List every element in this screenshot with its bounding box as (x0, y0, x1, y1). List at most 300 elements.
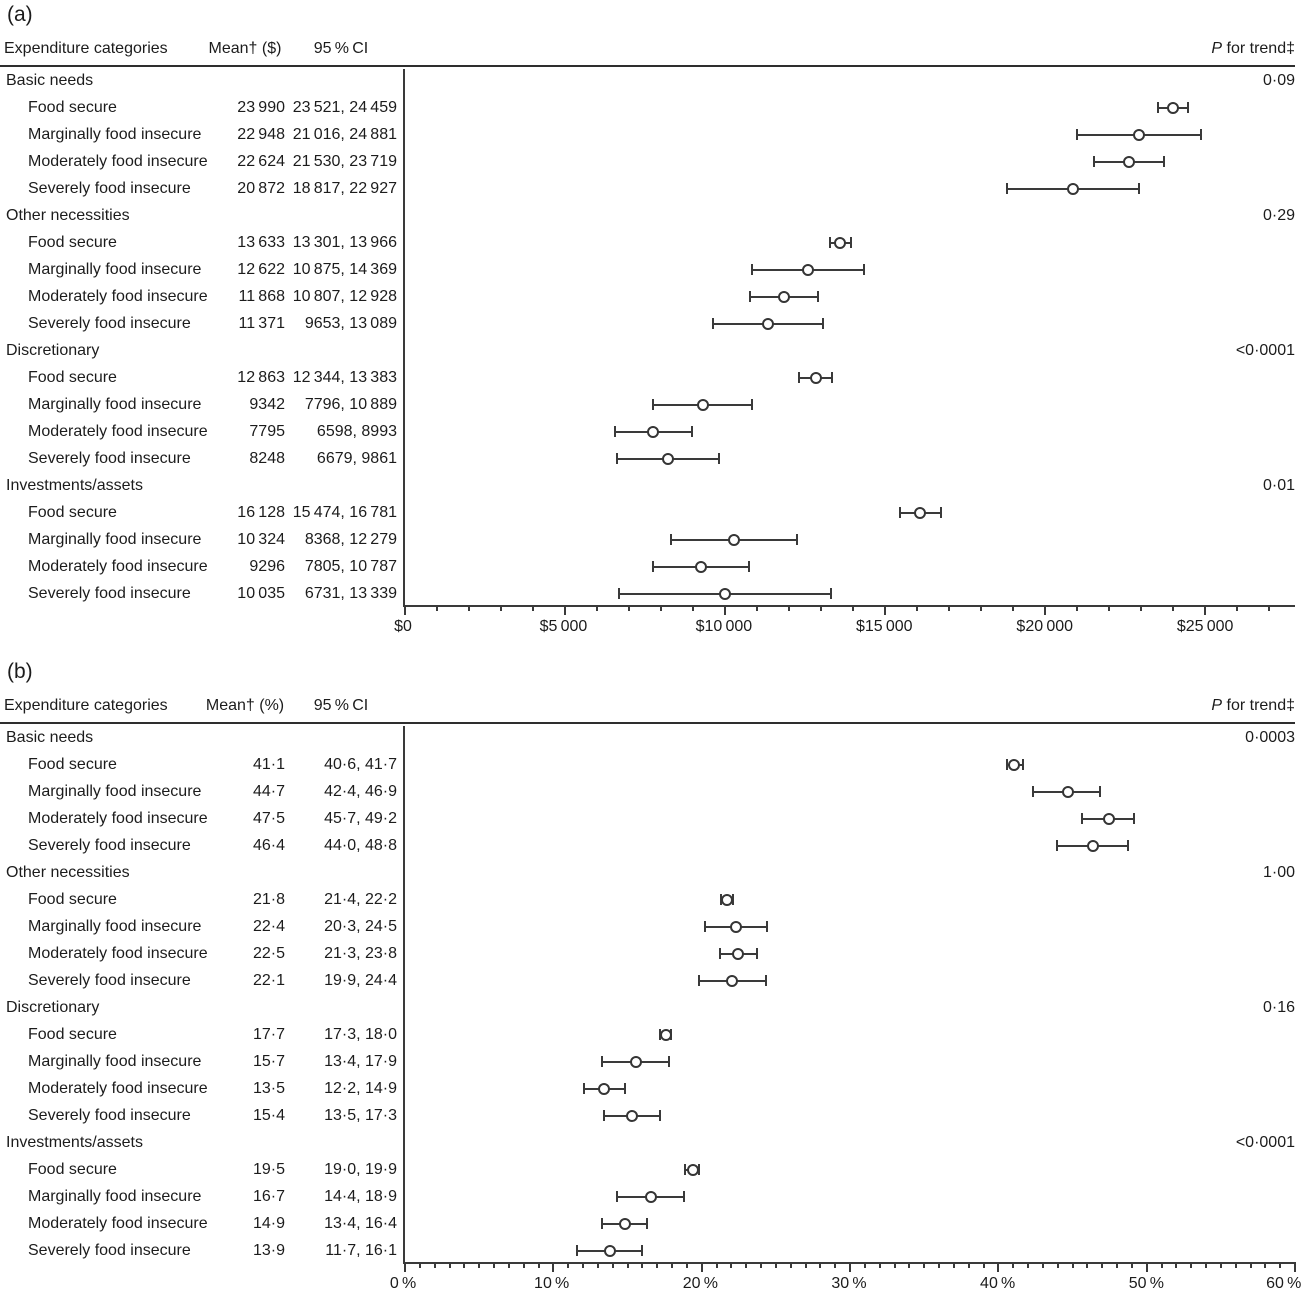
ci-value: 13·4, 16·4 (324, 1214, 397, 1232)
section-row (0, 472, 1295, 499)
section-plot-area (403, 337, 1295, 364)
category-row (0, 229, 1295, 256)
panel-b-rows (0, 724, 1295, 1264)
category-row (0, 832, 1295, 859)
axis-tick-label: $20 000 (1016, 618, 1074, 635)
p-rest: for trend‡ (1222, 697, 1295, 714)
panel-a-axis-labels (394, 618, 1295, 638)
category-row (0, 526, 1295, 553)
mean-marker (1123, 156, 1135, 168)
ci-cap-right (1163, 156, 1165, 167)
column-header-mean: Mean† ($) (208, 40, 282, 57)
category-label: Moderately food insecure (28, 287, 208, 305)
mean-value: 7795 (249, 422, 285, 440)
ci-cap-left (601, 1218, 603, 1229)
ci-plot-area (403, 553, 1295, 580)
panel-b-axis-labels (389, 1275, 1302, 1295)
category-row (0, 1210, 1295, 1237)
ci-cap-left (652, 399, 654, 410)
mean-value: 41·1 (252, 755, 285, 773)
section-row (0, 67, 1295, 94)
ci-value: 13 301, 13 966 (292, 233, 397, 251)
ci-cap-right (766, 921, 768, 932)
ci-cap-left (1056, 840, 1058, 851)
category-row (0, 1183, 1295, 1210)
mean-marker (762, 318, 774, 330)
mean-value: 16 128 (237, 503, 285, 521)
ci-cap-right (748, 561, 750, 572)
mean-marker (810, 372, 822, 384)
category-row (0, 1048, 1295, 1075)
section-plot-area (403, 724, 1295, 751)
section-label: Basic needs (6, 728, 94, 746)
ci-cap-left (583, 1083, 585, 1094)
mean-value: 10 324 (237, 530, 285, 548)
ci-value: 21·4, 22·2 (324, 890, 397, 908)
category-row (0, 1075, 1295, 1102)
column-header-mean: Mean† (%) (205, 697, 285, 714)
ci-cap-left (616, 453, 618, 464)
ci-plot-area (403, 832, 1295, 859)
mean-marker (721, 894, 733, 906)
axis-tick-label: 60 % (1266, 1275, 1302, 1292)
ci-plot-area (403, 1210, 1295, 1237)
category-row (0, 1237, 1295, 1264)
ci-value: 15 474, 16 781 (292, 503, 397, 521)
mean-value: 46·4 (252, 836, 285, 854)
mean-marker (802, 264, 814, 276)
category-label: Marginally food insecure (28, 530, 202, 548)
axis-tick-label: 40 % (980, 1275, 1016, 1292)
column-header-p-for-trend (397, 40, 1295, 58)
ci-value: 6598, 8993 (316, 422, 397, 440)
panel-a (0, 0, 1303, 643)
p-for-trend-value: 0·01 (1262, 476, 1295, 494)
ci-value: 7805, 10 787 (304, 557, 397, 575)
ci-cap-right (822, 318, 824, 329)
ci-value: 19·0, 19·9 (324, 1160, 397, 1178)
ci-value: 7796, 10 889 (304, 395, 397, 413)
ci-cap-right (646, 1218, 648, 1229)
mean-value: 22·1 (252, 971, 285, 989)
section-row (0, 994, 1295, 1021)
mean-marker (1008, 759, 1020, 771)
ci-cap-right (830, 588, 832, 599)
ci-plot-area (403, 499, 1295, 526)
mean-marker (728, 534, 740, 546)
category-label: Severely food insecure (28, 1241, 191, 1259)
category-row (0, 418, 1295, 445)
ci-value: 13·5, 17·3 (324, 1106, 397, 1124)
category-row (0, 805, 1295, 832)
ci-value: 6679, 9861 (316, 449, 397, 467)
ci-value: 10 807, 12 928 (292, 287, 397, 305)
category-label: Marginally food insecure (28, 260, 202, 278)
mean-marker (1067, 183, 1079, 195)
axis-tick-label: $25 000 (1176, 618, 1234, 635)
ci-cap-left (1076, 129, 1078, 140)
category-row (0, 580, 1295, 607)
section-label: Discretionary (6, 998, 100, 1016)
section-plot-area (403, 859, 1295, 886)
p-for-trend-value: 0·09 (1262, 71, 1295, 89)
mean-value: 21·8 (252, 890, 285, 908)
ci-plot-area (403, 1102, 1295, 1129)
category-label: Marginally food insecure (28, 1052, 202, 1070)
category-label: Food secure (28, 368, 117, 386)
column-header-ci: 95 % CI (313, 40, 369, 57)
ci-plot-area (403, 1021, 1295, 1048)
ci-plot-area (403, 94, 1295, 121)
mean-marker (604, 1245, 616, 1257)
mean-marker (1062, 786, 1074, 798)
p-italic: P (1211, 40, 1223, 57)
ci-cap-left (614, 426, 616, 437)
mean-marker (687, 1164, 699, 1176)
mean-marker (647, 426, 659, 438)
ci-value: 9653, 13 089 (304, 314, 397, 332)
ci-plot-area (403, 1048, 1295, 1075)
column-header-ci: 95 % CI (313, 697, 369, 714)
ci-cap-right (659, 1110, 661, 1121)
category-label: Moderately food insecure (28, 422, 208, 440)
mean-marker (730, 921, 742, 933)
ci-cap-left (670, 534, 672, 545)
category-row (0, 445, 1295, 472)
p-italic: P (1211, 697, 1223, 714)
ci-cap-right (1200, 129, 1202, 140)
category-label: Moderately food insecure (28, 809, 208, 827)
ci-cap-left (749, 291, 751, 302)
mean-marker (695, 561, 707, 573)
section-label: Other necessities (6, 863, 130, 881)
category-label: Severely food insecure (28, 1106, 191, 1124)
section-label: Investments/assets (6, 476, 143, 494)
p-for-trend-value: 0·29 (1262, 206, 1295, 224)
ci-cap-left (751, 264, 753, 275)
ci-plot-area (403, 364, 1295, 391)
ci-plot-area (403, 886, 1295, 913)
category-label: Food secure (28, 890, 117, 908)
category-label: Severely food insecure (28, 449, 191, 467)
mean-value: 11 868 (238, 287, 285, 305)
ci-cap-right (1022, 759, 1024, 770)
mean-value: 22·5 (252, 944, 285, 962)
mean-value: 12 863 (237, 368, 285, 386)
ci-cap-right (751, 399, 753, 410)
category-row (0, 1021, 1295, 1048)
panel-a-label: (a) (7, 3, 33, 26)
ci-cap-left (698, 975, 700, 986)
ci-value: 12 344, 13 383 (292, 368, 397, 386)
ci-value: 13·4, 17·9 (324, 1052, 397, 1070)
ci-plot-area (403, 418, 1295, 445)
category-label: Food secure (28, 1025, 117, 1043)
column-header-p-for-trend (397, 697, 1295, 715)
category-row (0, 967, 1295, 994)
section-plot-area (403, 994, 1295, 1021)
panel-a-plot-body (0, 67, 1295, 635)
ci-value: 21·3, 23·8 (324, 944, 397, 962)
panel-b-label: (b) (7, 660, 33, 683)
ci-value: 45·7, 49·2 (324, 809, 397, 827)
ci-cap-left (1157, 102, 1159, 113)
ci-value: 8368, 12 279 (304, 530, 397, 548)
ci-cap-right (940, 507, 942, 518)
ci-plot-area (403, 913, 1295, 940)
mean-value: 17·7 (252, 1025, 285, 1043)
category-row (0, 1102, 1295, 1129)
axis-tick-label: 50 % (1128, 1275, 1164, 1292)
category-row (0, 553, 1295, 580)
mean-value: 22 948 (237, 125, 285, 143)
ci-plot-area (403, 1075, 1295, 1102)
axis-tick-label: $15 000 (855, 618, 913, 635)
mean-value: 13·5 (252, 1079, 285, 1097)
ci-value: 17·3, 18·0 (324, 1025, 397, 1043)
ci-plot-area (403, 1237, 1295, 1264)
ci-cap-left (616, 1191, 618, 1202)
mean-marker (598, 1083, 610, 1095)
mean-marker (619, 1218, 631, 1230)
ci-plot-area (403, 751, 1295, 778)
mean-marker (1103, 813, 1115, 825)
category-row (0, 391, 1295, 418)
ci-plot-area (403, 256, 1295, 283)
ci-cap-right (641, 1245, 643, 1256)
category-label: Severely food insecure (28, 314, 191, 332)
panel-a-rows (0, 67, 1295, 607)
axis-tick-label: 10 % (534, 1275, 570, 1292)
mean-marker (778, 291, 790, 303)
mean-value: 11 371 (238, 314, 285, 332)
ci-cap-left (1081, 813, 1083, 824)
column-header-category: Expenditure categories (4, 40, 168, 57)
ci-plot-area (403, 283, 1295, 310)
panel-b-column-headers (0, 685, 1295, 724)
mean-value: 10 035 (237, 584, 285, 602)
category-row (0, 913, 1295, 940)
section-label: Investments/assets (6, 1133, 143, 1151)
category-row (0, 148, 1295, 175)
ci-cap-left (603, 1110, 605, 1121)
category-row (0, 256, 1295, 283)
ci-value: 42·4, 46·9 (324, 782, 397, 800)
ci-plot-area (403, 445, 1295, 472)
category-label: Severely food insecure (28, 836, 191, 854)
category-label: Food secure (28, 98, 117, 116)
p-for-trend-value: <0·0001 (1235, 341, 1295, 359)
mean-marker (697, 399, 709, 411)
ci-value: 6731, 13 339 (304, 584, 397, 602)
ci-cap-right (863, 264, 865, 275)
mean-value: 22 624 (237, 152, 285, 170)
ci-value: 14·4, 18·9 (324, 1187, 397, 1205)
category-row (0, 499, 1295, 526)
section-plot-area (403, 202, 1295, 229)
axis-tick-label: $0 (394, 618, 412, 635)
category-label: Moderately food insecure (28, 1214, 208, 1232)
category-row (0, 175, 1295, 202)
ci-plot-area (403, 229, 1295, 256)
ci-value: 23 521, 24 459 (292, 98, 397, 116)
p-for-trend-value: 0·16 (1262, 998, 1295, 1016)
ci-value: 19·9, 24·4 (324, 971, 397, 989)
ci-cap-right (691, 426, 693, 437)
ci-plot-area (403, 778, 1295, 805)
ci-cap-left (1032, 786, 1034, 797)
ci-cap-left (798, 372, 800, 383)
ci-value: 12·2, 14·9 (324, 1079, 397, 1097)
section-label: Basic needs (6, 71, 94, 89)
ci-cap-right (1133, 813, 1135, 824)
ci-plot-area (403, 1183, 1295, 1210)
mean-marker (662, 453, 674, 465)
mean-value: 8248 (249, 449, 285, 467)
ci-cap-right (1187, 102, 1189, 113)
mean-value: 19·5 (252, 1160, 285, 1178)
mean-value: 13 633 (237, 233, 285, 251)
ci-cap-right (765, 975, 767, 986)
mean-value: 20 872 (237, 179, 285, 197)
ci-value: 20·3, 24·5 (324, 917, 397, 935)
section-plot-area (403, 67, 1295, 94)
mean-value: 9342 (249, 395, 285, 413)
column-header-category: Expenditure categories (4, 697, 168, 714)
category-label: Food secure (28, 1160, 117, 1178)
mean-value: 47·5 (252, 809, 285, 827)
section-label: Other necessities (6, 206, 130, 224)
category-row (0, 94, 1295, 121)
category-label: Moderately food insecure (28, 1079, 208, 1097)
mean-marker (1167, 102, 1179, 114)
category-label: Moderately food insecure (28, 152, 208, 170)
ci-plot-area (403, 967, 1295, 994)
category-label: Severely food insecure (28, 179, 191, 197)
category-row (0, 121, 1295, 148)
ci-cap-right (683, 1191, 685, 1202)
mean-marker (732, 948, 744, 960)
mean-value: 44·7 (252, 782, 285, 800)
category-label: Marginally food insecure (28, 782, 202, 800)
category-row (0, 310, 1295, 337)
category-row (0, 886, 1295, 913)
ci-cap-left (704, 921, 706, 932)
ci-cap-left (1006, 183, 1008, 194)
mean-value: 13·9 (252, 1241, 285, 1259)
ci-cap-left (601, 1056, 603, 1067)
mean-marker (626, 1110, 638, 1122)
ci-cap-left (719, 948, 721, 959)
ci-cap-right (668, 1056, 670, 1067)
p-rest: for trend‡ (1222, 40, 1295, 57)
ci-plot-area (403, 580, 1295, 607)
axis-tick-label: $10 000 (695, 618, 753, 635)
mean-value: 14·9 (252, 1214, 285, 1232)
category-row (0, 940, 1295, 967)
ci-plot-area (403, 1156, 1295, 1183)
category-label: Moderately food insecure (28, 557, 208, 575)
ci-plot-area (403, 805, 1295, 832)
ci-cap-left (1093, 156, 1095, 167)
category-label: Food secure (28, 755, 117, 773)
mean-marker (719, 588, 731, 600)
p-for-trend-value: <0·0001 (1235, 1133, 1295, 1151)
mean-marker (914, 507, 926, 519)
ci-cap-right (756, 948, 758, 959)
ci-value: 11·7, 16·1 (325, 1241, 397, 1259)
ci-cap-right (796, 534, 798, 545)
category-row (0, 364, 1295, 391)
ci-value: 10 875, 14 369 (292, 260, 397, 278)
mean-marker (660, 1029, 672, 1041)
category-label: Severely food insecure (28, 584, 191, 602)
ci-cap-left (712, 318, 714, 329)
p-for-trend-value: 1·00 (1262, 863, 1295, 881)
category-label: Marginally food insecure (28, 125, 202, 143)
ci-plot-area (403, 310, 1295, 337)
ci-value: 40·6, 41·7 (324, 755, 397, 773)
ci-plot-area (403, 148, 1295, 175)
ci-value: 18 817, 22 927 (292, 179, 397, 197)
ci-plot-area (403, 940, 1295, 967)
ci-cap-right (831, 372, 833, 383)
mean-marker (630, 1056, 642, 1068)
category-label: Marginally food insecure (28, 917, 202, 935)
mean-marker (1133, 129, 1145, 141)
category-label: Food secure (28, 233, 117, 251)
mean-marker (726, 975, 738, 987)
axis-tick-label: 20 % (682, 1275, 718, 1292)
category-row (0, 1156, 1295, 1183)
ci-cap-right (718, 453, 720, 464)
category-row (0, 751, 1295, 778)
axis-tick-label: 30 % (831, 1275, 867, 1292)
section-row (0, 337, 1295, 364)
mean-value: 9296 (249, 557, 285, 575)
ci-cap-right (850, 237, 852, 248)
ci-value: 44·0, 48·8 (324, 836, 397, 854)
axis-tick-label: $5 000 (539, 618, 588, 635)
section-label: Discretionary (6, 341, 100, 359)
ci-cap-right (1099, 786, 1101, 797)
axis-tick-label: 0 % (389, 1275, 417, 1292)
ci-plot-area (403, 121, 1295, 148)
section-row (0, 202, 1295, 229)
mean-value: 23 990 (237, 98, 285, 116)
mean-value: 12 622 (237, 260, 285, 278)
category-label: Marginally food insecure (28, 1187, 202, 1205)
mean-marker (834, 237, 846, 249)
panel-b (0, 657, 1303, 1300)
ci-cap-left (652, 561, 654, 572)
ci-cap-right (1138, 183, 1140, 194)
mean-value: 16·7 (252, 1187, 285, 1205)
section-row (0, 1129, 1295, 1156)
ci-cap-right (817, 291, 819, 302)
ci-plot-area (403, 526, 1295, 553)
ci-cap-right (1127, 840, 1129, 851)
section-plot-area (403, 472, 1295, 499)
section-row (0, 724, 1295, 751)
category-row (0, 778, 1295, 805)
mean-marker (1087, 840, 1099, 852)
ci-cap-left (899, 507, 901, 518)
mean-value: 15·7 (252, 1052, 285, 1070)
category-row (0, 283, 1295, 310)
ci-cap-left (829, 237, 831, 248)
ci-plot-area (403, 175, 1295, 202)
